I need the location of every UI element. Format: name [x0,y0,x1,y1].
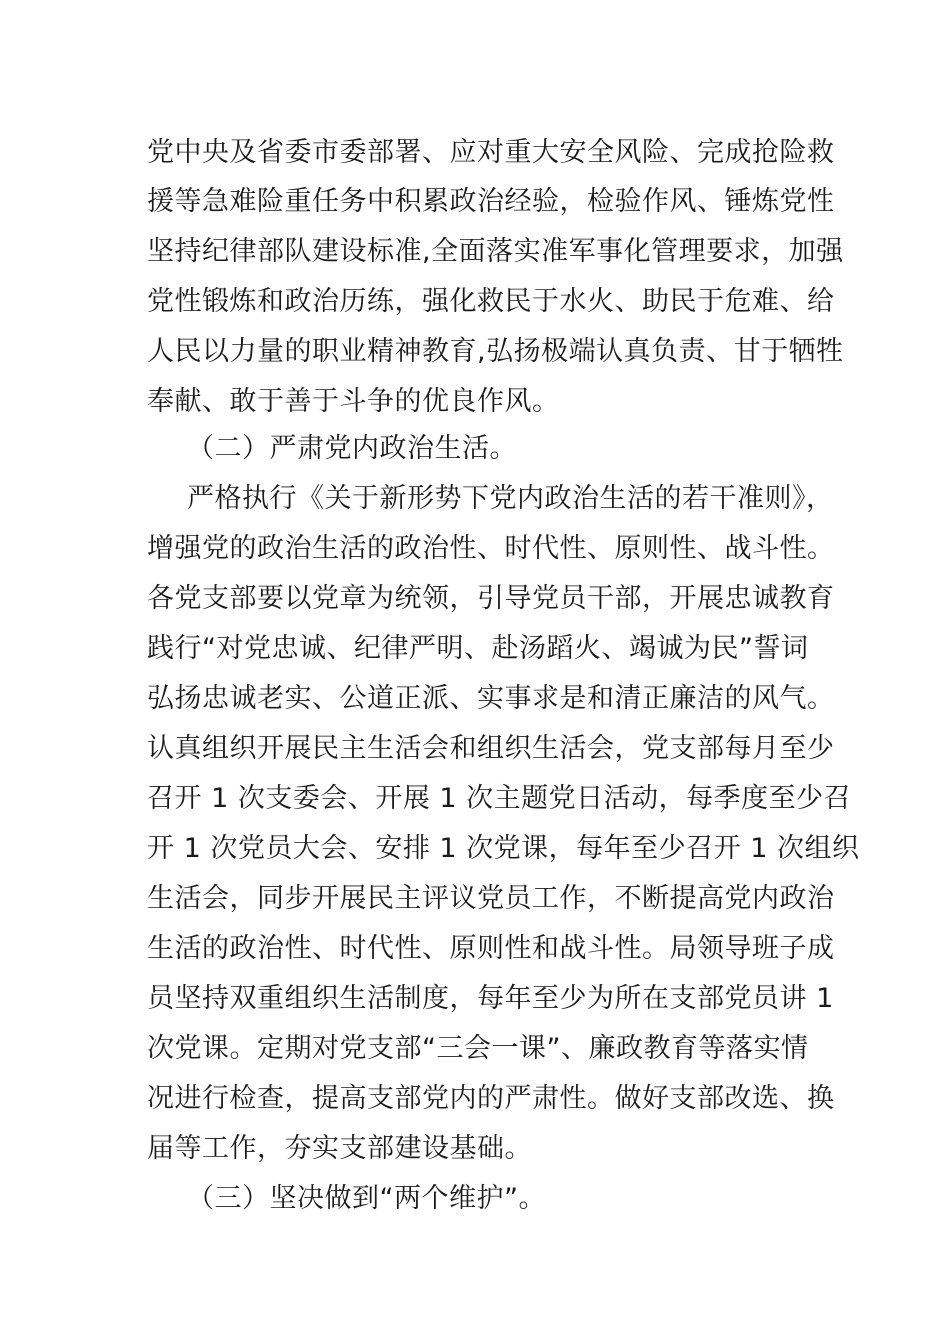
text-line: 生活会，同步开展民主评议党员工作，不断提高党内政治 [147,883,835,914]
text-line: 届等工作，夯实支部建设基础。 [147,1133,532,1164]
text-line: 弘扬忠诚老实、公道正派、实事求是和清正廉洁的风气。 [147,683,835,714]
text-line: 认真组织开展民主生活会和组织生活会，党支部每月至少 [147,733,835,764]
text-line: 生活的政治性、时代性、原则性和战斗性。局领导班子成 [147,933,835,964]
text-line: 员坚持双重组织生活制度，每年至少为所在支部党员讲 1 [147,983,834,1014]
text-line: 召开 1 次支委会、开展 1 次主题党日活动，每季度至少召 [147,783,852,814]
text-line: 开 1 次党员大会、安排 1 次党课，每年至少召开 1 次组织 [147,833,860,864]
section-heading: （三）坚决做到“两个维护”。 [187,1183,546,1214]
text-line: 坚持纪律部队建设标准,全面落实准军事化管理要求，加强 [147,236,844,267]
text-line: 奉献、敢于善于斗争的优良作风。 [147,386,560,417]
text-line: 党中央及省委市委部署、应对重大安全风险、完成抢险救 [147,137,835,168]
text-line: 践行“对党忠诚、纪律严明、赴汤蹈火、竭诚为民”誓词 [147,633,809,664]
text-line: 次党课。定期对党支部“三会一课”、廉政教育等落实情 [147,1033,809,1064]
text-line: 各党支部要以党章为统领，引导党员干部，开展忠诚教育 [147,583,835,614]
text-line: 严格执行《关于新形势下党内政治生活的若干准则》， [187,483,834,514]
text-line: 增强党的政治生活的政治性、时代性、原则性、战斗性。 [147,533,835,564]
section-heading: （二）严肃党内政治生活。 [187,433,517,464]
text-line: 党性锻炼和政治历练，强化救民于水火、助民于危难、给 [147,286,835,317]
text-line: 援等急难险重任务中积累政治经验，检验作风、锤炼党性 [147,186,835,217]
text-line: 况进行检查，提高支部党内的严肃性。做好支部改选、换 [147,1083,835,1114]
text-line: 人民以力量的职业精神教育,弘扬极端认真负责、甘于牺牲 [147,336,844,367]
